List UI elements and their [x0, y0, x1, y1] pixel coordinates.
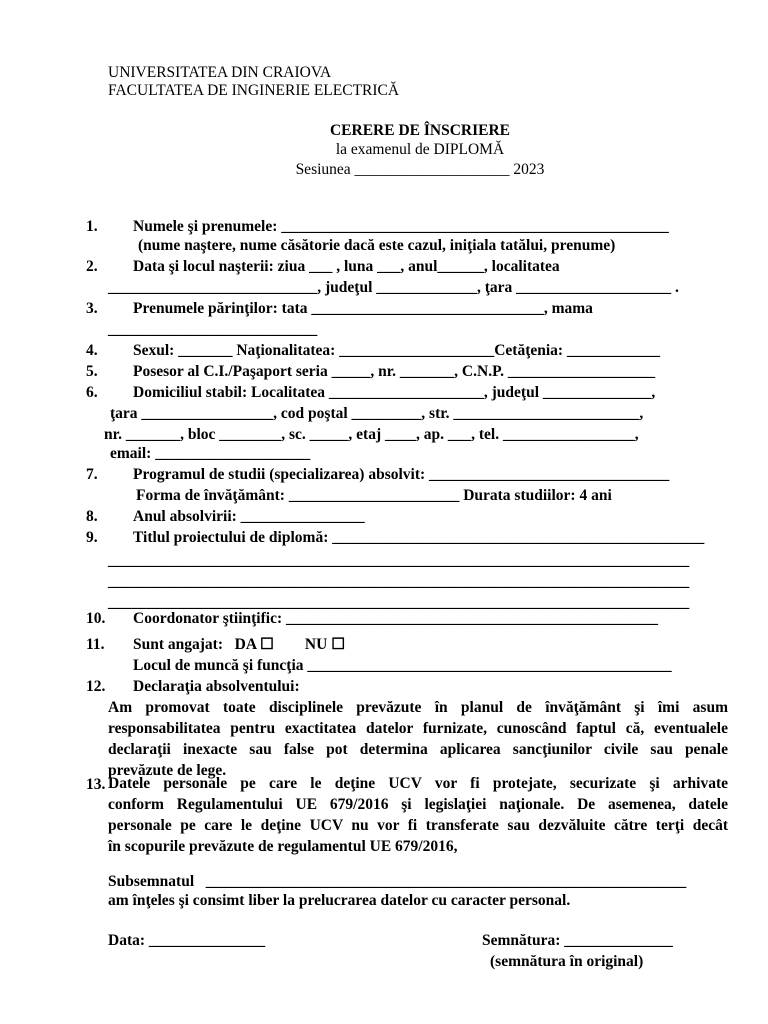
study-program-field[interactable]: Programul de studii (specializarea) absolvit: _______________________________ [133, 466, 670, 483]
address-country-field[interactable]: ţara _________________, cod poştal _________, str. ________________________, [110, 405, 644, 422]
full-name-note: (nume naştere, nume căsătorie dacă este cazul, iniţiala tatălui, prenume) [138, 237, 616, 254]
mother-field[interactable]: ___________________________ [108, 321, 318, 338]
address-detail-field[interactable]: nr. _______, bloc ________, sc. _____, etaj ____, ap. ___, tel. _________________, [104, 426, 639, 443]
item-number: 2. [86, 258, 98, 275]
item-number: 7. [86, 466, 98, 483]
signature-field[interactable]: Semnătura: ______________ [482, 932, 673, 949]
item-number: 11. [86, 636, 105, 653]
employed-checkboxes[interactable]: Sunt angajat: DA ☐ NU ☐ [133, 636, 346, 653]
paragraph-line: Datele personale pe care le deţine UCV vor fi protejate, securizate şi arhivate [108, 775, 728, 792]
project-title-field[interactable]: Titlul proiectului de diplomă: ________________________________________________ [133, 529, 705, 546]
project-title-blank[interactable]: ___________________________________________________________________________ [108, 594, 690, 611]
item-number: 1. [86, 218, 98, 235]
id-document-field[interactable]: Posesor al C.I./Paşaport seria _____, nr. _______, C.N.P. ___________________ [133, 363, 656, 380]
session-line: Sesiunea ____________________ 2023 [295, 161, 545, 178]
date-field[interactable]: Data: _______________ [108, 932, 266, 949]
paragraph-line: Am promovat toate disciplinele prevăzute în planul de învăţământ şi îmi asum [108, 699, 728, 716]
project-title-blank[interactable]: ___________________________________________________________________________ [108, 552, 690, 569]
paragraph-line: prevăzute de lege. [108, 762, 227, 779]
sex-nationality-field[interactable]: Sexul: _______ Naţionalitatea: ____________________Cetăţenia: ____________ [133, 342, 660, 359]
parents-field[interactable]: Prenumele părinţilor: tata ______________________________, mama [133, 300, 593, 317]
study-form-field[interactable]: Forma de învăţământ: ______________________ Durata studiilor: 4 ani [136, 487, 612, 504]
item-number: 4. [86, 342, 98, 359]
undersigned-field[interactable]: Subsemnatul ______________________________________________________________ [108, 873, 687, 890]
email-field[interactable]: email: ____________________ [110, 445, 311, 462]
gdpr-paragraph [108, 773, 728, 857]
item-number: 3. [86, 300, 98, 317]
declaration-paragraph [108, 697, 728, 781]
birth-date-field[interactable]: Data şi locul naşterii: ziua ___ , luna ___, anul______, localitatea [133, 258, 560, 275]
supervisor-field[interactable]: Coordonator ştiinţific: ________________________________________________ [133, 610, 658, 627]
declaration-heading: Declaraţia absolventului: [133, 678, 300, 695]
paragraph-line: responsabilitatea pentru exactitatea datelor furnizate, cunoscând faptul că, eventualele [108, 720, 728, 737]
graduation-year-field[interactable]: Anul absolvirii: ________________ [133, 508, 365, 525]
item-number: 8. [86, 508, 98, 525]
item-number: 5. [86, 363, 98, 380]
item-number: 6. [86, 384, 98, 401]
paragraph-line: declaraţii inexacte sau false pot determina aplicarea sancţiunilor civile sau penale [108, 741, 728, 758]
project-title-blank[interactable]: ___________________________________________________________________________ [108, 573, 690, 590]
university-name: UNIVERSITATEA DIN CRAIOVA [108, 64, 332, 81]
item-number: 9. [86, 529, 98, 546]
item-number: 12. [86, 678, 106, 695]
faculty-name: FACULTATEA DE INGINERIE ELECTRICĂ [108, 82, 400, 99]
consent-statement: am înţeles şi consimt liber la prelucrarea datelor cu caracter personal. [108, 892, 571, 909]
address-locality-field[interactable]: Domiciliul stabil: Localitatea ____________________, judeţul ______________, [133, 384, 656, 401]
workplace-field[interactable]: Locul de muncă şi funcţia _______________________________________________ [133, 657, 672, 674]
birth-place-field[interactable]: ___________________________, judeţul _____________, ţara ____________________ . [108, 279, 679, 296]
form-subtitle: la examenul de DIPLOMĂ [335, 141, 505, 158]
form-title: CERERE DE ÎNSCRIERE [329, 122, 510, 139]
item-number: 13. [86, 776, 106, 793]
paragraph-line: personale pe care le deţine UCV nu vor fi transferate sau dezvăluite către terţi decât [108, 817, 728, 834]
signature-note: (semnătura în original) [490, 953, 644, 970]
paragraph-line: conform Regulamentului UE 679/2016 şi legislaţiei naţionale. De asemenea, datele [108, 796, 728, 813]
item-number: 10. [86, 610, 106, 627]
paragraph-line: în scopurile prevăzute de regulamentul UE 679/2016, [108, 838, 458, 855]
full-name-field[interactable]: Numele şi prenumele: __________________________________________________ [133, 218, 669, 235]
